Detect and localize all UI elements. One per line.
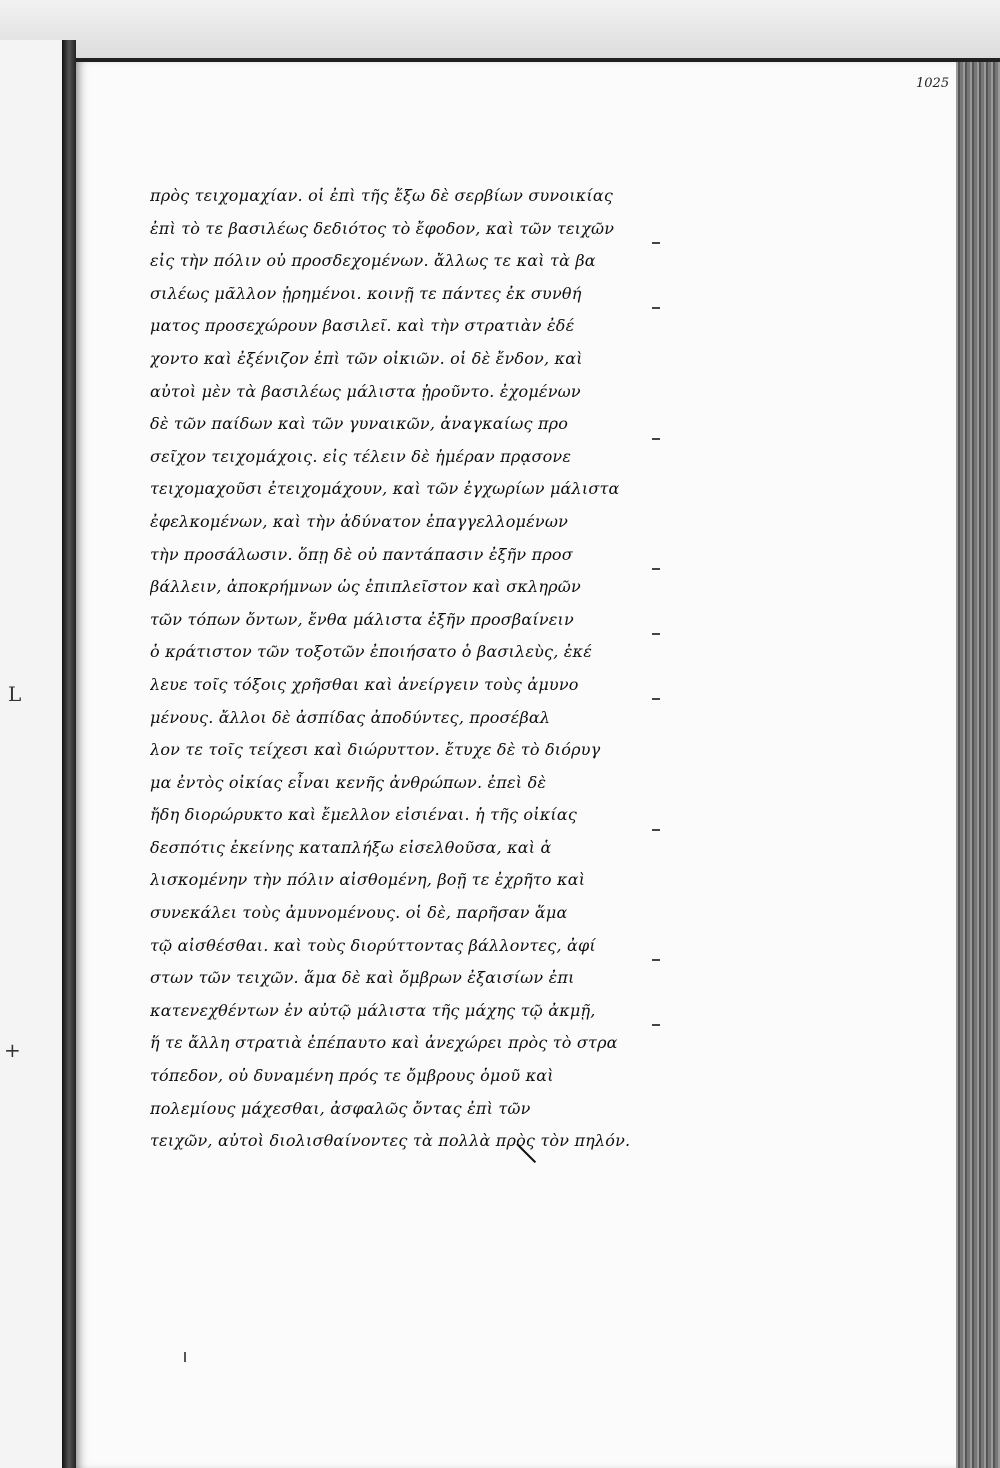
book-gutter xyxy=(62,40,76,1468)
text-line: ἐπὶ τὸ τε βασιλέως δεδιότος τὸ ἔφοδον, καὶ τῶν τειχῶν xyxy=(150,218,615,238)
left-page-edge xyxy=(0,40,64,1468)
text-line: δὲ τῶν παίδων καὶ τῶν γυναικῶν, ἀναγκαίως προ xyxy=(150,414,569,434)
text-line: ματος προσεχώρουν βασιλεῖ. καὶ τὴν στρατιὰν ἐδέ xyxy=(150,316,575,336)
text-line: αὐτοὶ μὲν τὰ βασιλέως μάλιστα ᾑροῦντο. ἐχομένων xyxy=(150,381,581,401)
manuscript-text xyxy=(150,180,650,1158)
text-line: κατενεχθέντων ἐν αὐτῷ μάλιστα τῆς μάχης τῷ ἀκμῇ, xyxy=(150,1000,596,1020)
text-line: στων τῶν τειχῶν. ἅμα δὲ καὶ ὄμβρων ἐξαισίων ἐπι xyxy=(150,968,575,988)
text-line: τόπεδον, οὐ δυναμένη πρός τε ὄμβρους ὁμοῦ καὶ xyxy=(150,1066,554,1086)
text-line: εἰς τὴν πόλιν οὐ προσδεχομένων. ἄλλως τε καὶ τὰ βα xyxy=(150,251,596,271)
text-line: πρὸς τειχομαχίαν. οἱ ἐπὶ τῆς ἔξω δὲ σερβίων συνοικίας xyxy=(150,186,613,205)
line-end-hyphen xyxy=(652,438,660,440)
line-end-hyphen xyxy=(652,959,660,961)
text-line: συνεκάλει τοὺς ἀμυνομένους. οἱ δὲ, παρῆσαν ἅμα xyxy=(150,903,568,923)
text-line: τὴν προσάλωσιν. ὅπῃ δὲ οὐ παντάπασιν ἐξῆν προσ xyxy=(150,544,573,564)
left-margin-mark: + xyxy=(4,1038,21,1062)
text-line: βάλλειν, ἀποκρήμνων ὡς ἐπιπλεῖστον καὶ σκληρῶν xyxy=(150,577,581,597)
folio-number: 1025 xyxy=(916,76,950,91)
text-line: τειχομαχοῦσι ἐτειχομάχουν, καὶ τῶν ἐγχωρίων μάλιστα xyxy=(150,479,620,499)
text-line: ἤδη διορώρυκτο καὶ ἔμελλον εἰσιέναι. ἡ τῆς οἰκίας xyxy=(150,805,578,825)
text-line: μα ἐντὸς οἰκίας εἶναι κενῆς ἀνθρώπων. ἐπεὶ δὲ xyxy=(150,772,547,792)
line-end-hyphen xyxy=(652,829,660,831)
text-line: τῶν τόπων ὄντων, ἔνθα μάλιστα ἐξῆν προσβαίνειν xyxy=(150,609,574,629)
text-line: σιλέως μᾶλλον ᾑρημένοι. κοινῇ τε πάντες ἐκ συνθή xyxy=(150,283,582,303)
line-end-hyphen xyxy=(652,307,660,309)
text-line: ὁ κράτιστον τῶν τοξοτῶν ἐποιήσατο ὁ βασιλεὺς, ἐκέ xyxy=(150,642,593,662)
text-line: λευε τοῖς τόξοις χρῆσθαι καὶ ἀνείργειν τοὺς ἀμυνο xyxy=(150,674,579,694)
text-line: λον τε τοῖς τείχεσι καὶ διώρυττον. ἔτυχε δὲ τὸ διόρυγ xyxy=(150,740,601,760)
line-end-hyphen xyxy=(652,1024,660,1026)
scanner-top-margin xyxy=(0,0,1000,58)
line-end-hyphen xyxy=(652,568,660,570)
page-stack-edge xyxy=(956,62,1000,1468)
left-margin-mark: L xyxy=(8,682,22,706)
text-line: μένους. ἄλλοι δὲ ἀσπίδας ἀποδύντες, προσέβαλ xyxy=(150,707,551,727)
stray-pen-tick xyxy=(184,1352,186,1362)
line-end-hyphen xyxy=(652,242,660,244)
text-line: τειχῶν, αὐτοὶ διολισθαίνοντες τὰ πολλὰ πρὸς τὸν πηλόν. xyxy=(150,1131,631,1151)
text-line: λισκομένην τὴν πόλιν αἰσθομένη, βοῇ τε ἐχρῆτο καὶ xyxy=(150,870,586,890)
text-line: χοντο καὶ ἐξένιζον ἐπὶ τῶν οἰκιῶν. οἱ δὲ ἔνδον, καὶ xyxy=(150,348,583,368)
text-line: δεσπότις ἐκείνης καταπλήξω εἰσελθοῦσα, καὶ ἁ xyxy=(150,837,552,857)
text-line: σεῖχον τειχομάχοις. εἰς τέλειν δὲ ἡμέραν πρᾳσονε xyxy=(150,446,572,466)
text-line: πολεμίους μάχεσθαι, ἀσφαλῶς ὄντας ἐπὶ τῶν xyxy=(150,1098,531,1118)
text-line: ἐφελκομένων, καὶ τὴν ἀδύνατον ἐπαγγελλομένων xyxy=(150,511,569,531)
line-end-hyphen xyxy=(652,633,660,635)
text-line: τῷ αἰσθέσθαι. καὶ τοὺς διορύττοντας βάλλοντες, ἀφί xyxy=(150,935,596,955)
line-end-hyphen xyxy=(652,698,660,700)
text-line: ἥ τε ἄλλη στρατιὰ ἐπέπαυτο καὶ ἀνεχώρει πρὸς τὸ στρα xyxy=(150,1033,618,1053)
